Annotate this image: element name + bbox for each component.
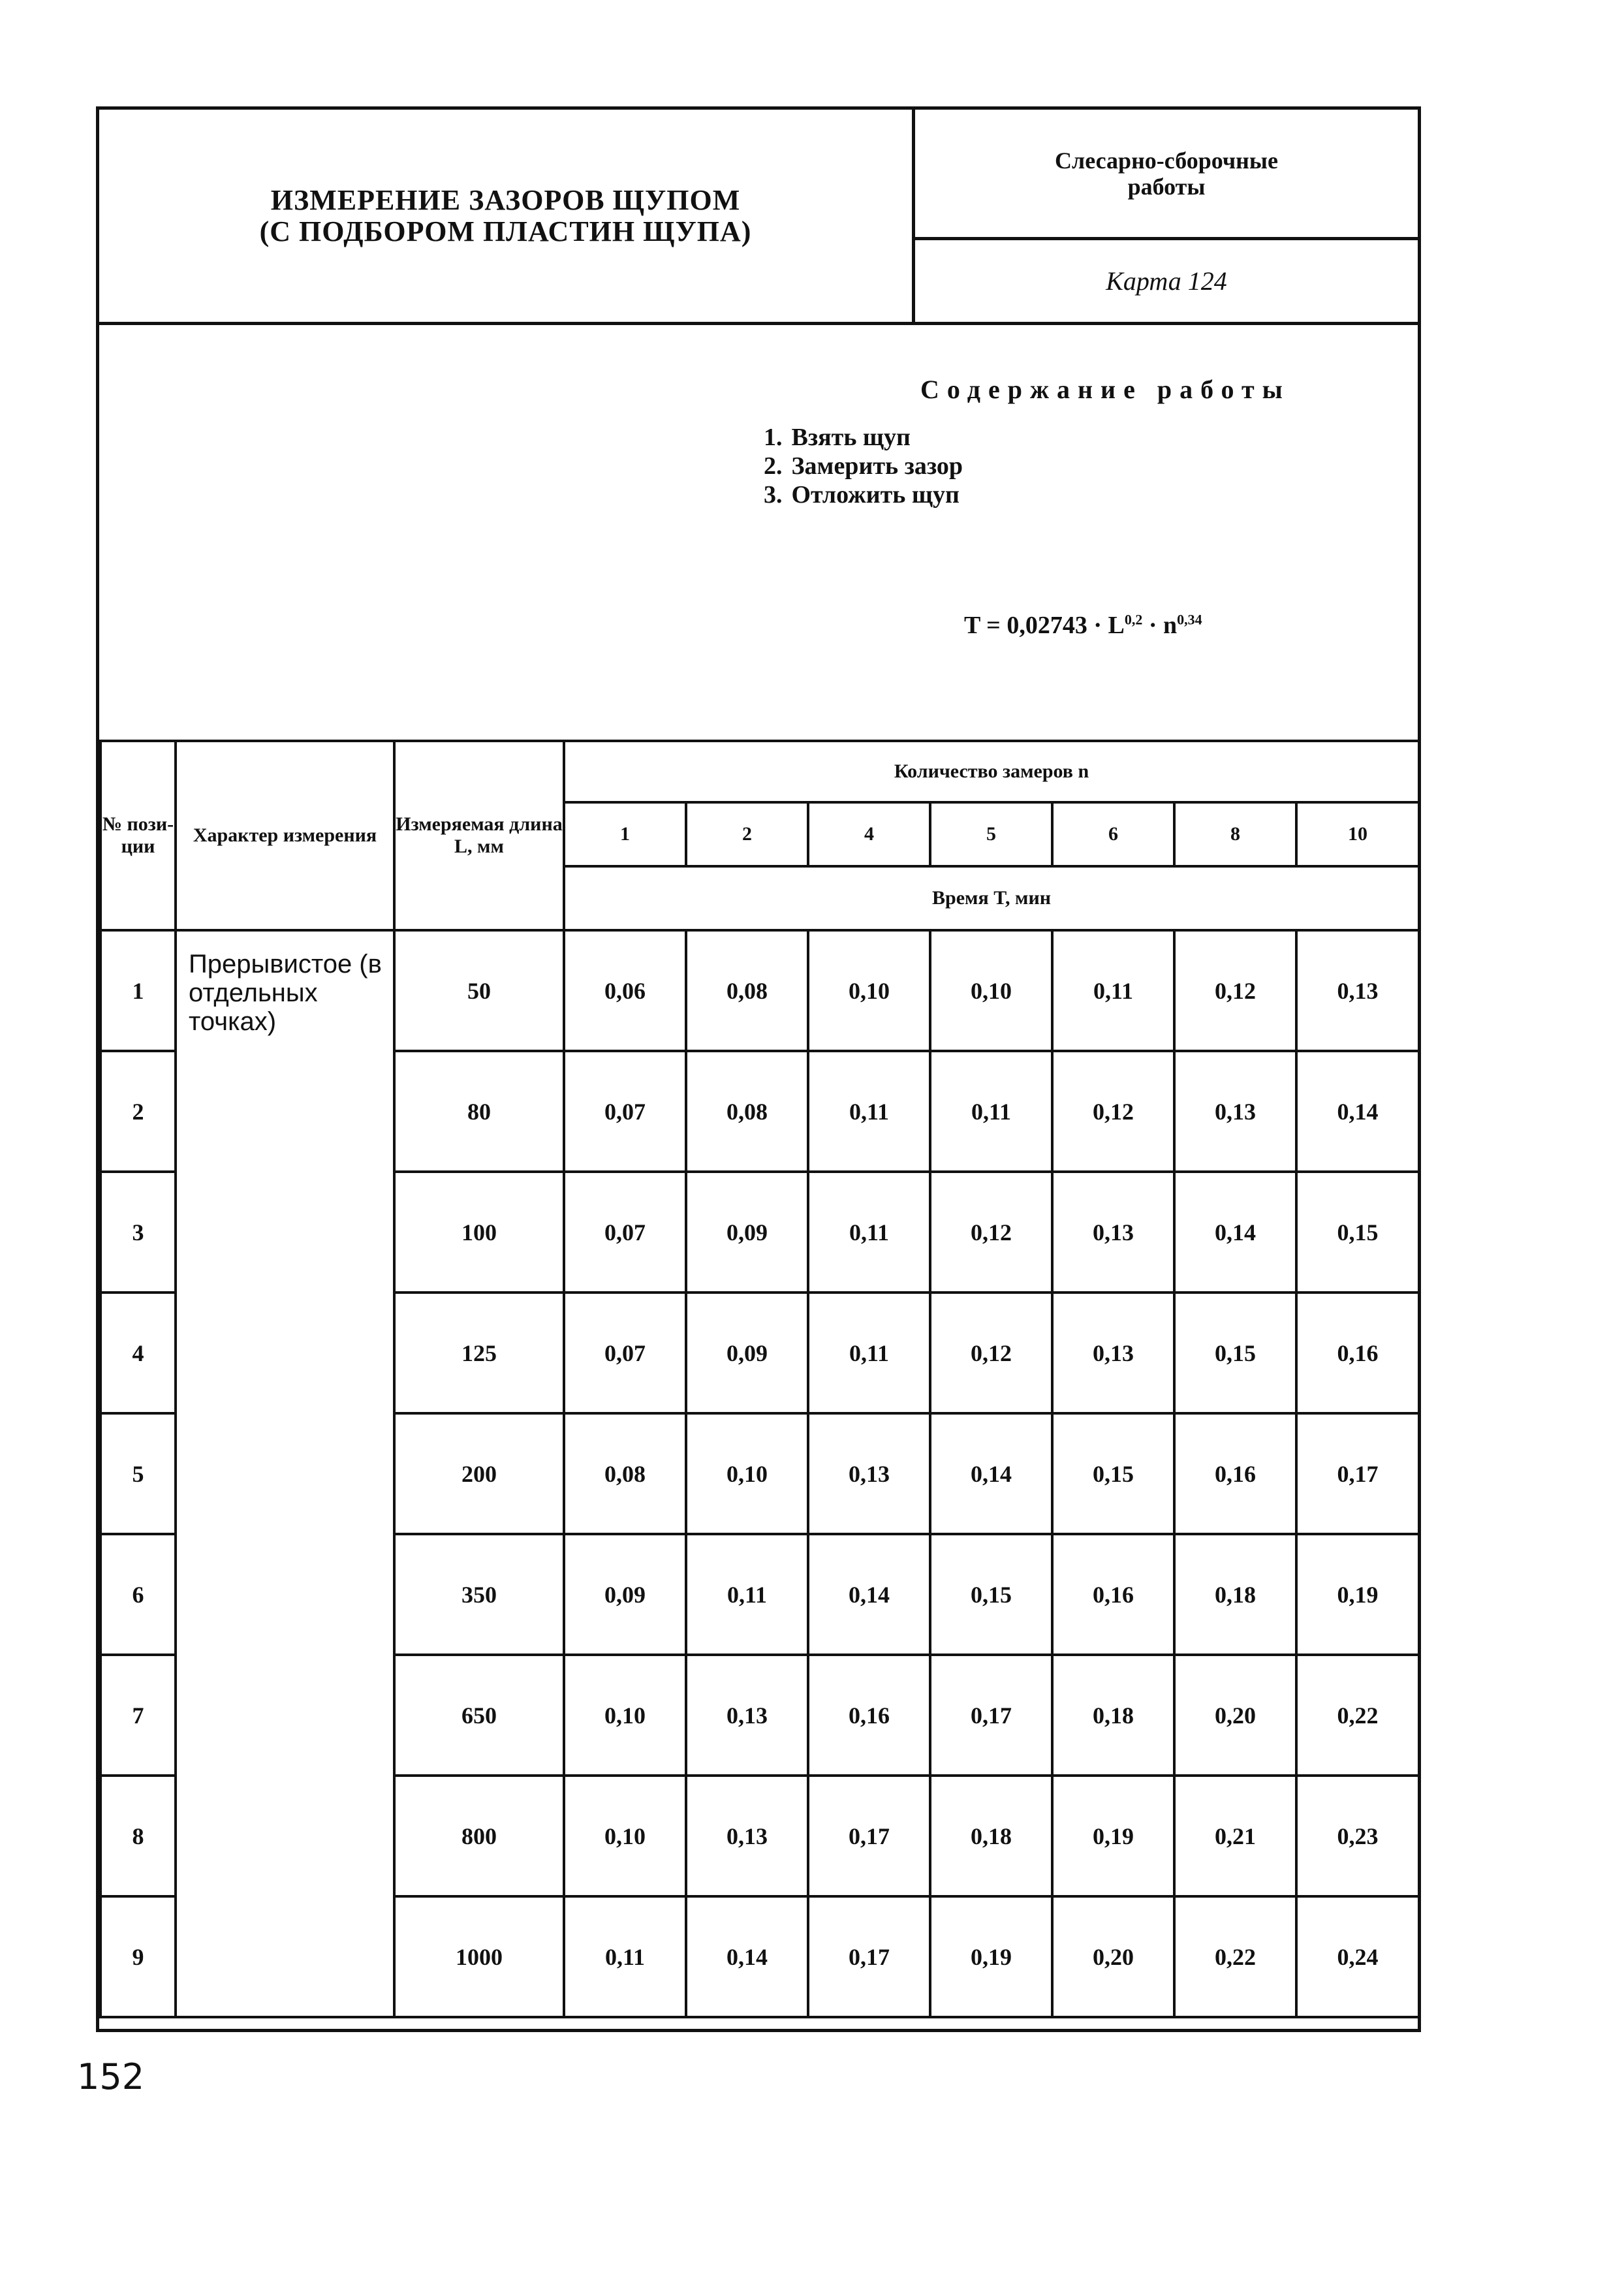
cell-position: 1 xyxy=(101,930,176,1051)
cell-time: 0,17 xyxy=(930,1655,1052,1776)
header-measure-count: Количество замеров n xyxy=(564,741,1419,802)
cell-time: 0,18 xyxy=(1174,1534,1296,1655)
cell-position: 6 xyxy=(101,1534,176,1655)
header-n-value: 4 xyxy=(808,802,930,866)
cell-time: 0,20 xyxy=(1052,1896,1174,2017)
cell-position: 2 xyxy=(101,1051,176,1172)
cell-time: 0,10 xyxy=(564,1776,686,1896)
table-row xyxy=(101,930,1419,1051)
cell-time: 0,15 xyxy=(1296,1172,1419,1293)
cell-time: 0,22 xyxy=(1174,1896,1296,2017)
cell-time: 0,16 xyxy=(1174,1413,1296,1534)
cell-time: 0,20 xyxy=(1174,1655,1296,1776)
cell-time: 0,15 xyxy=(1052,1413,1174,1534)
cell-character: Прерывистое (в отдельных точках) xyxy=(176,930,394,2017)
cell-position: 9 xyxy=(101,1896,176,2017)
cell-time: 0,09 xyxy=(686,1293,808,1413)
cell-time: 0,13 xyxy=(1052,1293,1174,1413)
cell-time: 0,12 xyxy=(930,1172,1052,1293)
cell-time: 0,23 xyxy=(1296,1776,1419,1896)
cell-time: 0,07 xyxy=(564,1051,686,1172)
step-text: Взять щуп xyxy=(791,424,911,451)
cell-time: 0,19 xyxy=(1296,1534,1419,1655)
cell-time: 0,16 xyxy=(1296,1293,1419,1413)
list-item xyxy=(764,480,963,509)
formula-exponent-l: 0,2 xyxy=(1124,611,1143,628)
header-n-value: 1 xyxy=(564,802,686,866)
cell-time: 0,11 xyxy=(808,1051,930,1172)
header-n-value: 8 xyxy=(1174,802,1296,866)
cell-time: 0,11 xyxy=(1052,930,1174,1051)
cell-time: 0,17 xyxy=(1296,1413,1419,1534)
header-n-value: 10 xyxy=(1296,802,1419,866)
cell-time: 0,12 xyxy=(1052,1051,1174,1172)
cell-position: 7 xyxy=(101,1655,176,1776)
title-line-2: (С ПОДБОРОМ ПЛАСТИН ЩУПА) xyxy=(259,215,752,247)
header-n-value: 2 xyxy=(686,802,808,866)
header-position: № пози-ции xyxy=(101,741,176,930)
cell-time: 0,12 xyxy=(1174,930,1296,1051)
cell-time: 0,11 xyxy=(686,1534,808,1655)
cell-time: 0,13 xyxy=(686,1776,808,1896)
category-cell xyxy=(915,110,1418,240)
cell-time: 0,19 xyxy=(1052,1776,1174,1896)
cell-time: 0,17 xyxy=(808,1896,930,2017)
page-number: 152 xyxy=(77,2056,145,2097)
cell-time: 0,14 xyxy=(686,1896,808,2017)
cell-time: 0,11 xyxy=(808,1293,930,1413)
cell-time: 0,11 xyxy=(808,1172,930,1293)
cell-time: 0,21 xyxy=(1174,1776,1296,1896)
cell-time: 0,14 xyxy=(1296,1051,1419,1172)
cell-time: 0,10 xyxy=(564,1655,686,1776)
step-text: Отложить щуп xyxy=(791,481,960,509)
cell-time: 0,10 xyxy=(808,930,930,1051)
cell-position: 3 xyxy=(101,1172,176,1293)
cell-time: 0,08 xyxy=(686,1051,808,1172)
list-item xyxy=(764,423,963,452)
header-n-value: 6 xyxy=(1052,802,1174,866)
cell-length: 125 xyxy=(394,1293,564,1413)
card-number: Карта 124 xyxy=(915,240,1418,325)
formula-exponent-n: 0,34 xyxy=(1177,611,1202,628)
header-length: Измеряемая длина L, мм xyxy=(394,741,564,930)
header-time: Время T, мин xyxy=(564,866,1419,930)
cell-time: 0,15 xyxy=(1174,1293,1296,1413)
formula-main: T = 0,02743 · L xyxy=(964,612,1125,639)
category-line-2: работы xyxy=(1127,173,1206,200)
cell-length: 100 xyxy=(394,1172,564,1293)
cell-length: 80 xyxy=(394,1051,564,1172)
content-heading: Содержание работы xyxy=(920,375,1290,404)
cell-time: 0,08 xyxy=(686,930,808,1051)
cell-time: 0,13 xyxy=(1296,930,1419,1051)
cell-time: 0,07 xyxy=(564,1172,686,1293)
cell-time: 0,13 xyxy=(808,1413,930,1534)
cell-time: 0,16 xyxy=(1052,1534,1174,1655)
cell-time: 0,08 xyxy=(564,1413,686,1534)
cell-position: 5 xyxy=(101,1413,176,1534)
cell-time: 0,06 xyxy=(564,930,686,1051)
cell-length: 1000 xyxy=(394,1896,564,2017)
cell-time: 0,24 xyxy=(1296,1896,1419,2017)
step-list xyxy=(764,423,963,509)
title-line-1: ИЗМЕРЕНИЕ ЗАЗОРОВ ЩУПОМ xyxy=(270,183,741,216)
cell-length: 200 xyxy=(394,1413,564,1534)
time-norms-table xyxy=(99,740,1420,2018)
header-n-value: 5 xyxy=(930,802,1052,866)
cell-time: 0,13 xyxy=(686,1655,808,1776)
cell-time: 0,19 xyxy=(930,1896,1052,2017)
cell-time: 0,09 xyxy=(686,1172,808,1293)
formula-mid: · n xyxy=(1142,612,1178,639)
cell-time: 0,13 xyxy=(1174,1051,1296,1172)
cell-time: 0,09 xyxy=(564,1534,686,1655)
cell-time: 0,12 xyxy=(930,1293,1052,1413)
cell-time: 0,11 xyxy=(930,1051,1052,1172)
cell-time: 0,14 xyxy=(930,1413,1052,1534)
cell-length: 50 xyxy=(394,930,564,1051)
cell-time: 0,22 xyxy=(1296,1655,1419,1776)
card-frame xyxy=(96,106,1421,2032)
time-formula xyxy=(964,611,1202,640)
list-item xyxy=(764,452,963,480)
title-cell xyxy=(99,110,915,325)
cell-length: 800 xyxy=(394,1776,564,1896)
category-line-1: Слесарно-сборочные xyxy=(1055,147,1278,174)
cell-position: 8 xyxy=(101,1776,176,1896)
cell-time: 0,17 xyxy=(808,1776,930,1896)
cell-time: 0,18 xyxy=(930,1776,1052,1896)
cell-time: 0,13 xyxy=(1052,1172,1174,1293)
cell-position: 4 xyxy=(101,1293,176,1413)
cell-time: 0,18 xyxy=(1052,1655,1174,1776)
cell-time: 0,16 xyxy=(808,1655,930,1776)
cell-time: 0,10 xyxy=(686,1413,808,1534)
cell-length: 650 xyxy=(394,1655,564,1776)
step-number: 3. xyxy=(764,481,783,509)
cell-time: 0,10 xyxy=(930,930,1052,1051)
cell-length: 350 xyxy=(394,1534,564,1655)
cell-time: 0,07 xyxy=(564,1293,686,1413)
step-number: 1. xyxy=(764,424,783,451)
step-text: Замерить зазор xyxy=(791,452,963,480)
header-character: Характер измерения xyxy=(176,741,394,930)
step-number: 2. xyxy=(764,452,783,480)
cell-time: 0,14 xyxy=(808,1534,930,1655)
cell-time: 0,14 xyxy=(1174,1172,1296,1293)
cell-time: 0,15 xyxy=(930,1534,1052,1655)
cell-time: 0,11 xyxy=(564,1896,686,2017)
